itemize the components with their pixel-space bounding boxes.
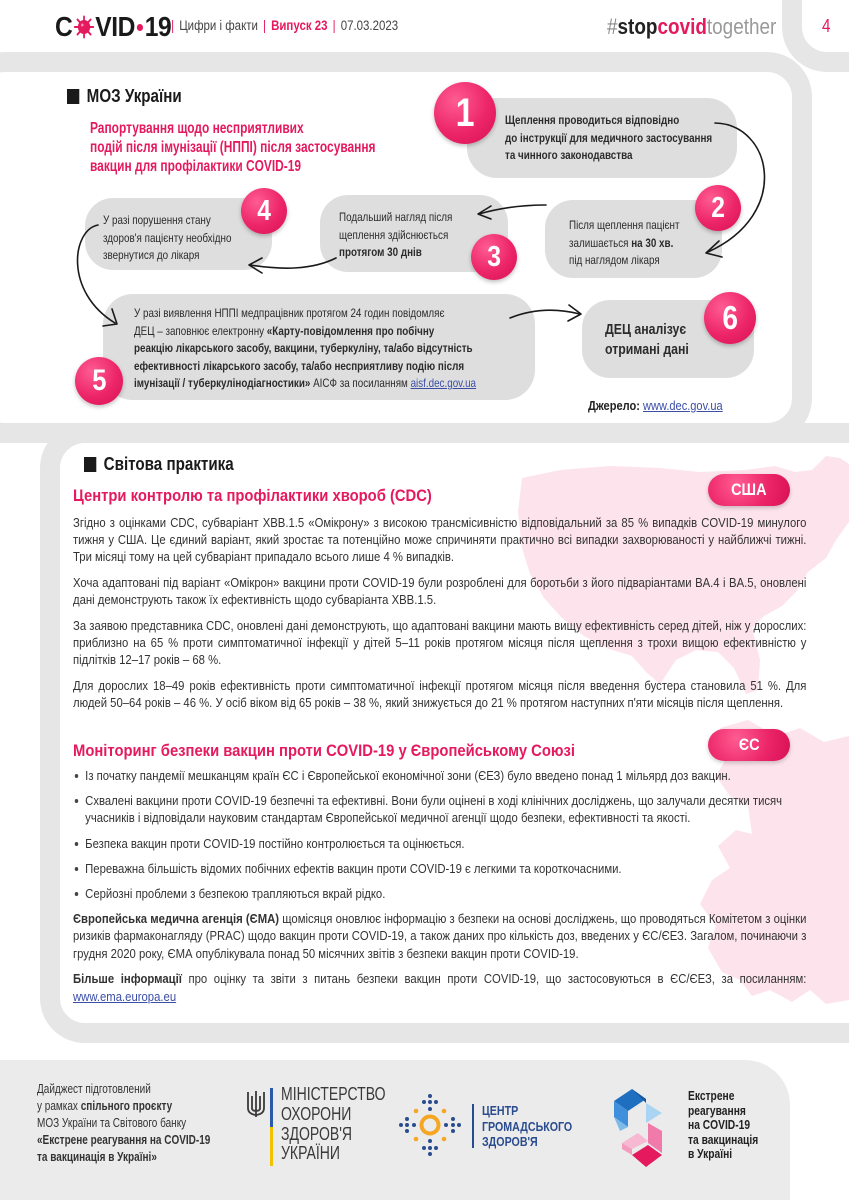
step-6-number-badge xyxy=(704,292,756,344)
trident-icon xyxy=(246,1090,266,1118)
step-text-line: Подальший нагляд після xyxy=(339,210,453,224)
arrow-step5-to-step6 xyxy=(510,310,580,318)
logo-letter-c: C xyxy=(55,11,73,42)
moz-title-line: вакцин для профілактики COVID-19 xyxy=(90,158,302,175)
step-text-segment: залишається xyxy=(569,235,632,250)
separator: | xyxy=(262,18,266,33)
bullet-icon xyxy=(75,799,78,803)
public-health-center-logo-icon xyxy=(398,1093,462,1157)
more-info-text: про оцінку та звіти з питань безпеки вакцин проти COVID-19, що застосовуються в ЄС/ЄЕЗ, за посиланням: xyxy=(181,971,807,987)
page-number: 4 xyxy=(822,16,831,36)
eu-bullet-item xyxy=(73,835,806,852)
step-text-line: здоров'я пацієнту необхідно xyxy=(103,230,232,245)
eu-bullet-item xyxy=(73,792,806,826)
world-heading-text: Світова практика xyxy=(103,453,234,474)
step-text-line: У разі виявлення НППІ медпрацівник протягом 24 годин повідомляє xyxy=(134,306,445,320)
footer-digest-text xyxy=(37,1081,210,1166)
bullet-text: Серйозні проблеми з безпекою трапляються вкрай рідко. xyxy=(85,886,386,902)
square-bullet-icon xyxy=(84,457,96,472)
phc-logo-text xyxy=(482,1103,572,1150)
step-text-line: протягом 30 днів xyxy=(339,245,422,259)
emergency-logo-text xyxy=(688,1089,758,1162)
digest-segment: у рамках xyxy=(37,1099,81,1113)
digest-line: Дайджест підготовлений xyxy=(37,1082,151,1096)
step-text-line: Щеплення проводиться відповідно xyxy=(505,113,680,127)
emergency-line: та вакцинація xyxy=(688,1132,759,1147)
step-text-line: отримані дані xyxy=(605,341,689,358)
bullet-icon xyxy=(75,867,78,871)
ministry-line: ЗДОРОВ'Я xyxy=(281,1123,353,1144)
emergency-line: Екстрене xyxy=(688,1089,735,1103)
source-label: Джерело: xyxy=(588,398,640,413)
separator: | xyxy=(332,18,336,33)
ministry-line: ОХОРОНИ xyxy=(281,1103,352,1124)
step-text-line: Після щеплення пацієнт xyxy=(569,218,680,232)
emergency-line: реагування xyxy=(688,1103,746,1118)
ministry-flag-bar xyxy=(270,1088,273,1166)
step-text-bold: імунізації / туберкулінодіагностики» xyxy=(134,376,311,390)
digest-line xyxy=(37,1098,210,1115)
step-4-number-badge xyxy=(241,188,287,234)
emergency-line: в Україні xyxy=(688,1147,733,1162)
eu-bullet-item xyxy=(73,860,806,877)
eu-badge-label: ЄС xyxy=(738,735,760,754)
emergency-line: на COVID-19 xyxy=(688,1118,751,1133)
ema-paragraph xyxy=(73,910,806,962)
step-text-bold: на 30 хв. xyxy=(631,235,674,250)
issue-date: 07.03.2023 xyxy=(340,18,399,33)
step-text-line: ДЕЦ аналізує xyxy=(605,321,687,338)
step-text-line: реакцію лікарського засобу, вакцини, туберкуліну, та/або відсутність xyxy=(134,341,473,355)
step-number: 4 xyxy=(257,194,271,227)
step-number: 2 xyxy=(711,191,725,224)
step-1-number-badge xyxy=(434,82,496,144)
eu-bullet-item xyxy=(73,767,806,784)
step-number: 6 xyxy=(722,299,738,336)
digest-bold: спільного проєкту xyxy=(80,1099,173,1113)
phc-line: ЦЕНТР xyxy=(482,1103,519,1118)
ministry-line: МІНІСТЕРСТВО xyxy=(281,1084,386,1104)
hashtag-together: together xyxy=(706,14,777,39)
step-text-line: звернутися до лікаря xyxy=(103,248,200,262)
more-info-bold: Більше інформації xyxy=(73,971,182,987)
step-number: 1 xyxy=(455,90,475,135)
ema-text: щомісяця оновлює інформацію з безпеки на основі досліджень, що проводяться Комітетом з оцінки ризиків фармаконагляду (PRAC) щодо вакцин проти COVID-19, а також даних про кількість доз, введених у ЄС/ЄЕЗ. Загалом, починаючи з грудня 2020 року, ЄМА опублікувала понад 50 місячних звітів з безпеки вакцин проти COVID-19. xyxy=(73,911,807,961)
cdc-title: Центри контролю та профілактики хвороб (CDC) xyxy=(73,486,432,505)
bullet-icon xyxy=(75,774,78,778)
logo-letters-vid: VID xyxy=(95,11,136,42)
eu-bullet-item xyxy=(73,885,806,902)
step-text-line: ефективності лікарського засобу, та/або несприятливу подію після xyxy=(134,358,465,373)
phc-line: ЗДОРОВ'Я xyxy=(482,1134,538,1149)
bullet-icon xyxy=(75,842,78,846)
ministry-line: УКРАЇНИ xyxy=(281,1143,341,1164)
step-number: 5 xyxy=(91,364,107,397)
ema-link[interactable]: www.ema.europa.eu xyxy=(73,988,177,1004)
cdc-block xyxy=(73,486,806,720)
bullet-text: Схвалені вакцини проти COVID-19 безпечні та ефективні. Вони були оцінені в ході клінічних досліджень, що залучали десятки тисяч учасників і відповідали науковим стандартам Європейської медичної агенції щодо безпеки, ефективності та якості. xyxy=(85,793,783,826)
ema-bold: Європейська медична агенція (ЄМА) xyxy=(73,911,280,927)
hashtag-covid: covid xyxy=(657,14,707,39)
step-3-number-badge xyxy=(471,234,517,280)
bullet-text: Безпека вакцин проти COVID-19 постійно контролюється та оцінюється. xyxy=(85,835,465,851)
cdc-paragraph: Хоча адаптовані під варіант «Омікрон» вакцини проти COVID-19 були розроблені для боротьби з його підваріантами BA.4 і BA.5, оновлені дані демонструють також їх ефективність щодо субваріанта XBB.1.5. xyxy=(73,575,807,608)
digest-line: МОЗ України та Світового банку xyxy=(37,1116,187,1130)
emergency-response-logo-icon xyxy=(612,1083,672,1169)
digest-line: «Екстрене реагування на COVID-19 xyxy=(37,1133,211,1147)
bullet-text: Із початку пандемії мешканцям країн ЄС і Європейської економічної зони (ЄЕЗ) було введено понад 1 мільярд доз вакцин. xyxy=(85,768,731,783)
digest-line: та вакцинація в Україні» xyxy=(37,1150,157,1164)
bullet-icon xyxy=(75,892,78,896)
separator: | xyxy=(171,18,175,33)
cdc-paragraph: Згідно з оцінками CDC, субваріант XBB.1.5 «Омікрону» з високою трансмісивністю відповідальний за 85 % випадків COVID-19 минулого тижня у США. Це єдиний варіант, який зростає та потенційно може спричиняти практично всі випадки захворюваності у найближчі тижні. Три місяці тому на цей субваріант припадало всього лише 4 % випадків. xyxy=(73,515,807,565)
step-text-segment: АІСФ за посиланням xyxy=(310,376,411,390)
moz-title-line: Рапортування щодо несприятливих xyxy=(90,120,304,137)
issue-number: Випуск 23 xyxy=(271,18,328,33)
source-line xyxy=(588,398,723,413)
eu-title: Моніторинг безпеки вакцин проти COVID-19 у Європейському Союзі xyxy=(73,741,575,760)
step-text-line: та чинного законодавства xyxy=(505,148,633,162)
step-number: 3 xyxy=(487,240,501,273)
logo-number: 19 xyxy=(144,11,172,42)
step-text-line: У разі порушення стану xyxy=(103,213,211,227)
step-text-line: до інструкції для медичного застосування xyxy=(505,130,713,145)
eu-bullet-list xyxy=(73,767,806,902)
phc-line: ГРОМАДСЬКОГО xyxy=(482,1118,573,1134)
phc-divider xyxy=(472,1104,474,1148)
hashtag-stop: stop xyxy=(617,14,658,39)
usa-badge-label: США xyxy=(731,480,767,499)
moz-heading-text: МОЗ України xyxy=(86,85,182,106)
cdc-paragraph: Для дорослих 18–49 років ефективність проти симптоматичної інфекції протягом місяця після введення бустера становила 51 %. Для людей 50–64 років – 46 %. У осіб віком від 65 років – 38 %, який знижується до 21 % протягом наступних п'яти місяців після щеплення. xyxy=(73,678,807,711)
step-text-segment: ДЕЦ – заповнює електронну xyxy=(134,323,267,338)
hashtag-hash: # xyxy=(607,14,618,39)
cdc-paragraph: За заявою представника CDC, оновлені дані демонструють, що адаптовані вакцини мають вищу ефективність серед дітей, ніж у дорослих: приблизно на 65 % проти симптоматичної інфекції у дітей 5–11 років протягом місяця після щеплення з трохи вищою ефективністю у підлітків 12–17 років – 68 %. xyxy=(73,618,807,668)
world-heading xyxy=(84,453,234,475)
moz-title-line: подій після імунізації (НППІ) після застосування xyxy=(90,139,376,156)
eu-block xyxy=(73,741,806,1013)
arrow-step3-to-step4 xyxy=(250,258,336,268)
bullet-text: Переважна більшість відомих побічних ефектів вакцин проти COVID-19 є легкими та короткочасними. xyxy=(85,860,622,876)
step-text-line: щеплення здійснюється xyxy=(339,227,449,242)
step-5-number-badge xyxy=(75,357,123,405)
header-subtitle: Цифри і факти xyxy=(179,18,258,33)
arrow-step4-to-step5 xyxy=(78,225,115,323)
ministry-logo-text xyxy=(281,1085,386,1164)
step-text-bold: «Карту-повідомлення про побічну xyxy=(266,323,435,338)
aisf-link[interactable]: aisf.dec.gov.ua xyxy=(410,376,477,390)
step-2-number-badge xyxy=(695,185,741,231)
source-link[interactable]: www.dec.gov.ua xyxy=(642,398,723,413)
step-text-line: під наглядом лікаря xyxy=(569,253,660,267)
more-info-paragraph xyxy=(73,970,806,1004)
